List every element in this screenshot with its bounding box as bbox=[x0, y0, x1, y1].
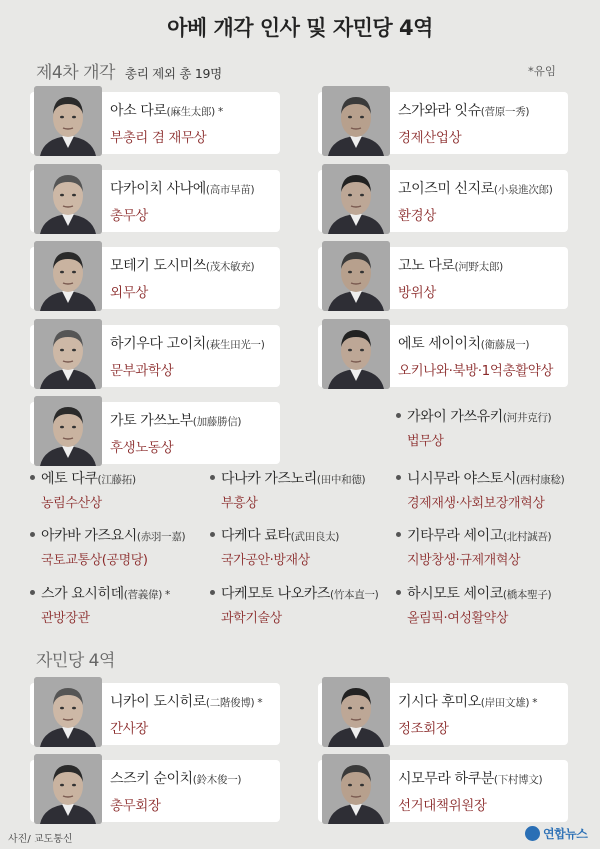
person-name: 가토 가쓰노부 bbox=[110, 413, 193, 429]
person-role: 농림수산상 bbox=[41, 496, 102, 511]
person-name: 다나카 가즈노리 bbox=[221, 471, 317, 487]
person-hanja: (赤羽一嘉) bbox=[136, 531, 186, 543]
person-hanja: (菅義偉) bbox=[123, 589, 162, 601]
person-card bbox=[30, 325, 280, 387]
person-role: 총무회장 bbox=[110, 798, 161, 814]
person-card bbox=[318, 170, 568, 232]
person-name: 하시모토 세이코 bbox=[407, 586, 503, 602]
portrait-photo bbox=[322, 86, 390, 156]
person-name: 기타무라 세이고 bbox=[407, 528, 503, 544]
bullet-dot bbox=[30, 475, 35, 480]
person-name: 아소 다로 bbox=[110, 103, 167, 119]
person-name: 다케다 료타 bbox=[221, 528, 291, 544]
list-item bbox=[210, 583, 378, 626]
cabinet-subheading: 총리 제외 총 19명 bbox=[124, 66, 222, 81]
list-item bbox=[396, 468, 564, 511]
bullet-dot bbox=[210, 532, 215, 537]
person-name: 하기우다 고이치 bbox=[110, 336, 206, 352]
portrait-photo bbox=[322, 241, 390, 311]
bullet-dot bbox=[30, 532, 35, 537]
person-hanja: (高市早苗) bbox=[205, 184, 255, 196]
person-card bbox=[318, 760, 568, 822]
person-role: 경제산업상 bbox=[398, 130, 462, 146]
bullet-dot bbox=[30, 590, 35, 595]
person-role: 문부과학상 bbox=[110, 363, 174, 379]
person-name: 고노 다로 bbox=[398, 258, 455, 274]
portrait-photo bbox=[322, 754, 390, 824]
person-role: 오키나와·북방·1억총활약상 bbox=[398, 363, 554, 379]
person-hanja: (菅原一秀) bbox=[480, 106, 530, 118]
person-card bbox=[318, 325, 568, 387]
bullet-dot bbox=[210, 475, 215, 480]
person-name: 에토 다쿠 bbox=[41, 471, 98, 487]
person-hanja: (下村博文) bbox=[493, 774, 543, 786]
person-role: 환경상 bbox=[398, 208, 436, 224]
reappointed-note: *유임 bbox=[528, 64, 556, 78]
person-card bbox=[30, 170, 280, 232]
person-name: 니카이 도시히로 bbox=[110, 694, 206, 710]
person-role: 올림픽·여성활약상 bbox=[407, 611, 508, 626]
bullet-dot bbox=[396, 413, 401, 418]
yonhap-logo-text: 연합뉴스 bbox=[543, 827, 588, 841]
person-role: 선거대책위원장 bbox=[398, 798, 487, 814]
person-name: 다카이치 사나에 bbox=[110, 181, 206, 197]
person-role: 국토교통상(공명당) bbox=[41, 553, 148, 568]
person-card bbox=[30, 683, 280, 745]
person-role: 총무상 bbox=[110, 208, 148, 224]
person-hanja: (江藤拓) bbox=[97, 474, 136, 486]
person-role: 관방장관 bbox=[41, 611, 90, 626]
person-role: 방위상 bbox=[398, 285, 436, 301]
person-hanja: (萩生田光一) bbox=[205, 339, 265, 351]
bullet-dot bbox=[210, 590, 215, 595]
portrait-photo bbox=[34, 677, 102, 747]
person-name: 고이즈미 신지로 bbox=[398, 181, 494, 197]
person-name: 가와이 가쓰유키 bbox=[407, 409, 503, 425]
yonhap-logo-icon bbox=[525, 826, 540, 841]
person-name: 아카바 가즈요시 bbox=[41, 528, 137, 544]
list-item bbox=[396, 583, 551, 626]
list-item bbox=[210, 468, 365, 511]
portrait-photo bbox=[322, 677, 390, 747]
person-hanja: (加藤勝信) bbox=[192, 416, 242, 428]
person-hanja: (橋本聖子) bbox=[502, 589, 552, 601]
portrait-photo bbox=[34, 396, 102, 466]
person-hanja: (鈴木俊一) bbox=[192, 774, 242, 786]
portrait-photo bbox=[322, 319, 390, 389]
person-name: 스즈키 순이치 bbox=[110, 771, 193, 787]
person-hanja: (河野太郎) bbox=[454, 261, 503, 273]
page-title: 아베 개각 인사 및 자민당 4역 bbox=[167, 16, 433, 40]
reappointed-mark: * bbox=[529, 697, 538, 709]
person-name: 스가 요시히데 bbox=[41, 586, 124, 602]
list-item bbox=[396, 406, 551, 449]
portrait-photo bbox=[34, 86, 102, 156]
person-hanja: (小泉進次郎) bbox=[493, 184, 553, 196]
person-hanja: (西村康稔) bbox=[516, 474, 565, 486]
person-name: 기시다 후미오 bbox=[398, 694, 481, 710]
person-role: 법무상 bbox=[407, 434, 444, 449]
person-hanja: (田中和德) bbox=[316, 474, 366, 486]
portrait-photo bbox=[34, 754, 102, 824]
person-role: 간사장 bbox=[110, 721, 148, 737]
list-item bbox=[210, 525, 339, 568]
person-hanja: (二階俊博) bbox=[205, 697, 255, 709]
person-card bbox=[318, 247, 568, 309]
person-card bbox=[30, 92, 280, 154]
person-role: 국가공안·방재상 bbox=[221, 553, 310, 568]
list-item bbox=[30, 525, 185, 568]
ldp-heading: 자민당 4역 bbox=[36, 651, 115, 671]
person-hanja: (竹本直一) bbox=[330, 589, 379, 601]
person-card bbox=[30, 402, 280, 464]
reappointed-mark: * bbox=[214, 106, 223, 118]
person-role: 후생노동상 bbox=[110, 440, 174, 456]
person-role: 외무상 bbox=[110, 285, 148, 301]
person-name: 니시무라 야스토시 bbox=[407, 471, 517, 487]
person-card bbox=[30, 247, 280, 309]
person-hanja: (河井克行) bbox=[502, 412, 552, 424]
person-hanja: (茂木敏充) bbox=[205, 261, 255, 273]
bullet-dot bbox=[396, 590, 401, 595]
person-role: 지방창생·규제개혁상 bbox=[407, 553, 521, 568]
cabinet-heading-text: 제4차 개각 bbox=[36, 63, 115, 83]
list-item bbox=[396, 525, 551, 568]
photo-credit: 사진/ 교도통신 bbox=[8, 834, 73, 845]
person-hanja: (衛藤晟一) bbox=[480, 339, 530, 351]
reappointed-mark: * bbox=[254, 697, 263, 709]
person-name: 모테기 도시미쓰 bbox=[110, 258, 206, 274]
yonhap-logo bbox=[525, 825, 587, 842]
portrait-photo bbox=[34, 164, 102, 234]
bullet-dot bbox=[396, 475, 401, 480]
person-role: 경제재생·사회보장개혁상 bbox=[407, 496, 545, 511]
person-name: 다케모토 나오카즈 bbox=[221, 586, 331, 602]
person-hanja: (岸田文雄) bbox=[480, 697, 530, 709]
list-item bbox=[30, 468, 136, 511]
person-role: 부흥상 bbox=[221, 496, 258, 511]
person-hanja: (麻生太郎) bbox=[166, 106, 215, 118]
person-role: 정조회장 bbox=[398, 721, 449, 737]
person-name: 시모무라 하쿠분 bbox=[398, 771, 494, 787]
cabinet-heading bbox=[36, 58, 222, 83]
person-role: 부총리 겸 재무상 bbox=[110, 130, 207, 146]
portrait-photo bbox=[34, 319, 102, 389]
bullet-dot bbox=[396, 532, 401, 537]
person-name: 에토 세이이치 bbox=[398, 336, 481, 352]
person-role: 과학기술상 bbox=[221, 611, 282, 626]
person-card bbox=[318, 683, 568, 745]
list-item bbox=[30, 583, 170, 626]
person-name: 스가와라 잇슈 bbox=[398, 103, 481, 119]
person-card bbox=[30, 760, 280, 822]
portrait-photo bbox=[322, 164, 390, 234]
portrait-photo bbox=[34, 241, 102, 311]
reappointed-mark: * bbox=[162, 589, 170, 601]
person-card bbox=[318, 92, 568, 154]
person-hanja: (北村誠吾) bbox=[502, 531, 552, 543]
person-hanja: (武田良太) bbox=[290, 531, 340, 543]
